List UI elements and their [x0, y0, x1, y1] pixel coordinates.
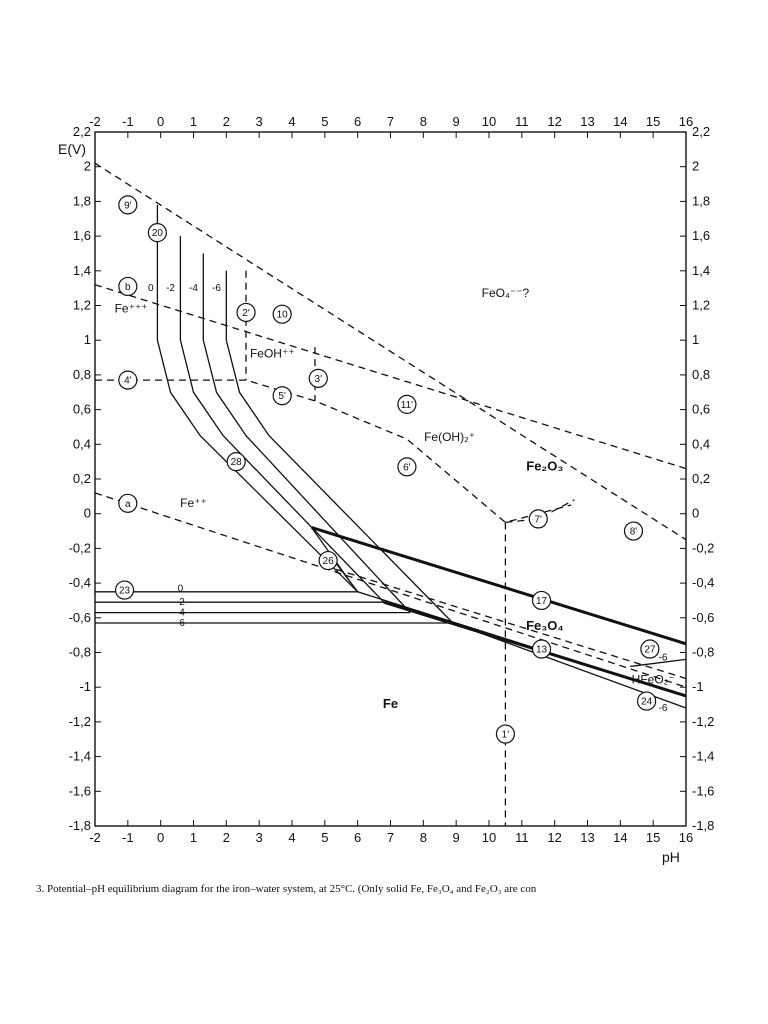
x-tick-label-bottom: 12: [547, 830, 562, 845]
x-tick-label-bottom: 3: [255, 830, 263, 845]
line-marker: [148, 224, 166, 242]
x-tick-label-bottom: 16: [678, 830, 694, 845]
y-tick-label-right: 1,4: [692, 262, 711, 278]
line-marker: [638, 692, 656, 710]
plot-frame: [95, 132, 686, 826]
line-marker: [227, 453, 245, 471]
y-tick-label-right: -1,2: [692, 713, 715, 729]
x-tick-label-top: 10: [481, 114, 497, 129]
y-tick-label-right: 0,8: [692, 366, 711, 382]
region-label: Fe₂O₃: [526, 458, 564, 474]
y-tick-label-right: 1: [692, 332, 700, 348]
concentration-label: -4: [189, 283, 198, 295]
line-marker-label: 8': [629, 526, 638, 538]
concentration-label: -4: [175, 607, 185, 619]
line-marker: [273, 387, 291, 405]
line-marker-label: 13: [535, 644, 548, 656]
region-label: Fe⁺⁺⁺: [114, 301, 148, 316]
y-tick-label-left: 1,6: [72, 228, 91, 244]
x-tick-label-bottom: 1: [189, 830, 198, 845]
concentration-label: -2: [175, 597, 185, 609]
y-tick-label-left: -1,4: [68, 748, 91, 764]
line-marker: [273, 305, 291, 323]
y-tick-label-left: 0,4: [72, 436, 91, 452]
y-tick-label-left: -0,8: [68, 644, 91, 660]
y-tick-label-left: 0,8: [72, 366, 91, 382]
series-line-2: [95, 285, 686, 469]
y-tick-label-left: 1: [83, 332, 91, 348]
line-marker: [533, 591, 551, 609]
x-tick-label-bottom: 14: [613, 830, 628, 845]
line-marker-label: 23: [118, 585, 131, 597]
y-tick-label-right: 0,4: [692, 436, 711, 452]
line-marker: [624, 522, 642, 540]
x-tick-label-top: 1: [189, 114, 198, 129]
region-label: HFeO₂⁻: [631, 672, 675, 687]
x-tick-label-bottom: 10: [481, 830, 497, 845]
line-marker: [116, 581, 134, 599]
line-marker: [641, 640, 659, 658]
line-marker-label: 10: [276, 309, 288, 321]
x-tick-label-top: 15: [645, 114, 661, 129]
y-tick-label-right: 1,6: [692, 228, 711, 244]
region-label: FeOH⁺⁺: [249, 346, 295, 361]
x-tick-label-bottom: 7: [386, 830, 395, 845]
line-marker-label: 5': [278, 391, 286, 403]
ticks-layer: [69, 114, 715, 845]
line-marker-label: 27: [644, 644, 656, 656]
y-tick-label-left: -1: [79, 679, 91, 695]
series-line-3: [95, 493, 686, 687]
concentration-label: -6: [175, 618, 185, 630]
concentration-label: -2: [166, 283, 175, 295]
x-tick-label-bottom: 6: [354, 830, 362, 845]
x-tick-label-bottom: 2: [222, 830, 230, 845]
y-tick-label-left: 0,6: [72, 401, 91, 417]
x-tick-label-top: 14: [613, 114, 628, 129]
line-marker: [309, 369, 327, 387]
x-tick-label-top: 3: [255, 114, 263, 129]
region-label: FeO₄⁻⁻?: [481, 285, 530, 300]
y-tick-label-left: -0,2: [68, 540, 91, 556]
y-tick-label-right: -1: [692, 679, 704, 695]
y-tick-label-right: -0,8: [692, 644, 715, 660]
y-tick-label-left: 2: [83, 158, 91, 174]
y-tick-label-right: -1,6: [692, 783, 715, 799]
x-tick-label-top: 12: [547, 114, 562, 129]
y-tick-label-right: -1,4: [692, 748, 715, 764]
x-tick-label-top: 13: [580, 114, 595, 129]
y-tick-label-left: -1,2: [68, 713, 91, 729]
line-marker: [529, 510, 547, 528]
x-tick-label-bottom: -2: [89, 830, 101, 845]
x-tick-label-bottom: 8: [419, 830, 427, 845]
y-tick-label-left: 0: [83, 505, 91, 521]
x-tick-label-bottom: 11: [515, 830, 529, 845]
series-line-15: [177, 236, 384, 602]
y-tick-label-right: 1,2: [692, 297, 711, 313]
y-tick-label-right: -0,4: [692, 575, 715, 591]
concentration-label: -6: [212, 283, 221, 295]
x-tick-label-top: 9: [452, 114, 460, 129]
y-tick-label-right: 0: [692, 505, 700, 521]
line-marker-label: 17: [535, 595, 548, 607]
line-marker-label: 11': [400, 399, 414, 411]
x-tick-label-top: 11: [515, 114, 529, 129]
series-layer: [95, 163, 686, 826]
line-marker-label: a: [125, 498, 131, 510]
line-marker-label: b: [125, 281, 131, 293]
x-tick-label-bottom: 15: [645, 830, 661, 845]
x-tick-label-top: 5: [321, 114, 329, 129]
line-marker-label: 7': [534, 514, 542, 526]
concentration-label: 0: [177, 583, 184, 595]
x-tick-label-bottom: 5: [321, 830, 329, 845]
line-marker-label: 1': [501, 729, 510, 741]
x-tick-label-top: 2: [222, 114, 230, 129]
y-tick-label-left: -0,4: [68, 575, 91, 591]
y-tick-label-left: 1,8: [72, 193, 91, 209]
line-marker: [119, 196, 137, 214]
concentration-label: -6: [658, 652, 668, 664]
x-tick-label-top: 8: [419, 114, 427, 129]
x-tick-label-bottom: 4: [288, 830, 296, 845]
y-tick-label-left: 1,2: [72, 297, 91, 313]
region-label: Fe⁺⁺: [180, 495, 207, 510]
line-marker-label: 6': [403, 462, 411, 474]
line-marker-label: 24: [641, 696, 653, 708]
y-tick-label-right: 0,6: [692, 401, 711, 417]
y-tick-label-right: -0,2: [692, 540, 715, 556]
x-tick-label-bottom: 0: [157, 830, 165, 845]
line-marker: [398, 395, 416, 413]
x-axis-label: pH: [662, 849, 680, 865]
x-tick-label-bottom: 9: [452, 830, 460, 845]
x-tick-label-top: -1: [122, 114, 134, 129]
line-marker-label: 26: [322, 556, 334, 568]
line-marker-label: 28: [230, 457, 242, 469]
y-tick-label-left: 1,4: [72, 262, 91, 278]
x-tick-label-top: 6: [354, 114, 362, 129]
y-tick-label-right: -0,6: [692, 609, 715, 625]
line-marker: [496, 725, 514, 743]
region-label: Fe(OH)₂⁺: [424, 429, 476, 444]
x-tick-label-top: 7: [386, 114, 395, 129]
y-tick-label-left: 2,2: [72, 124, 91, 139]
line-marker: [119, 277, 137, 295]
concentration-label: 0: [148, 283, 154, 295]
x-tick-label-top: -2: [89, 114, 101, 129]
x-tick-label-bottom: 13: [580, 830, 595, 845]
line-marker-label: 4': [124, 375, 132, 387]
series-line-16: [203, 254, 410, 613]
y-tick-label-left: -1,6: [68, 783, 91, 799]
region-label: Fe: [382, 696, 399, 712]
line-marker-label: 3': [314, 373, 323, 385]
line-marker: [237, 303, 255, 321]
y-tick-label-right: -1,8: [692, 818, 715, 833]
y-axis-label: E(V): [58, 141, 86, 157]
y-tick-label-right: 2,2: [692, 124, 711, 139]
y-tick-label-right: 1,8: [692, 193, 711, 209]
x-tick-label-bottom: -1: [122, 830, 134, 845]
y-tick-label-left: -0,6: [68, 609, 91, 625]
region-label: Fe₃O₄: [526, 617, 564, 633]
line-marker: [119, 371, 137, 389]
x-tick-label-top: 0: [157, 114, 165, 129]
line-marker: [398, 458, 416, 476]
y-tick-label-left: -1,8: [68, 818, 91, 833]
concentration-label: -6: [658, 703, 668, 715]
y-tick-label-right: 2: [692, 158, 700, 174]
figure-caption: 3. Potential–pH equilibrium diagram for the iron–water system, at 25°C. (Only solid Fe, Fe₃O₄ and Fe₂O₃ are con: [36, 883, 537, 895]
line-marker: [533, 640, 551, 658]
line-marker: [119, 494, 137, 512]
x-tick-label-top: 4: [288, 114, 296, 129]
y-tick-label-left: 0,2: [72, 471, 91, 486]
y-tick-label-right: 0,2: [692, 471, 711, 486]
line-marker-label: 9': [124, 200, 132, 212]
line-marker-label: 2': [242, 307, 250, 319]
line-marker: [319, 552, 337, 570]
line-marker-label: 20: [151, 228, 163, 240]
x-tick-label-top: 16: [678, 114, 694, 129]
